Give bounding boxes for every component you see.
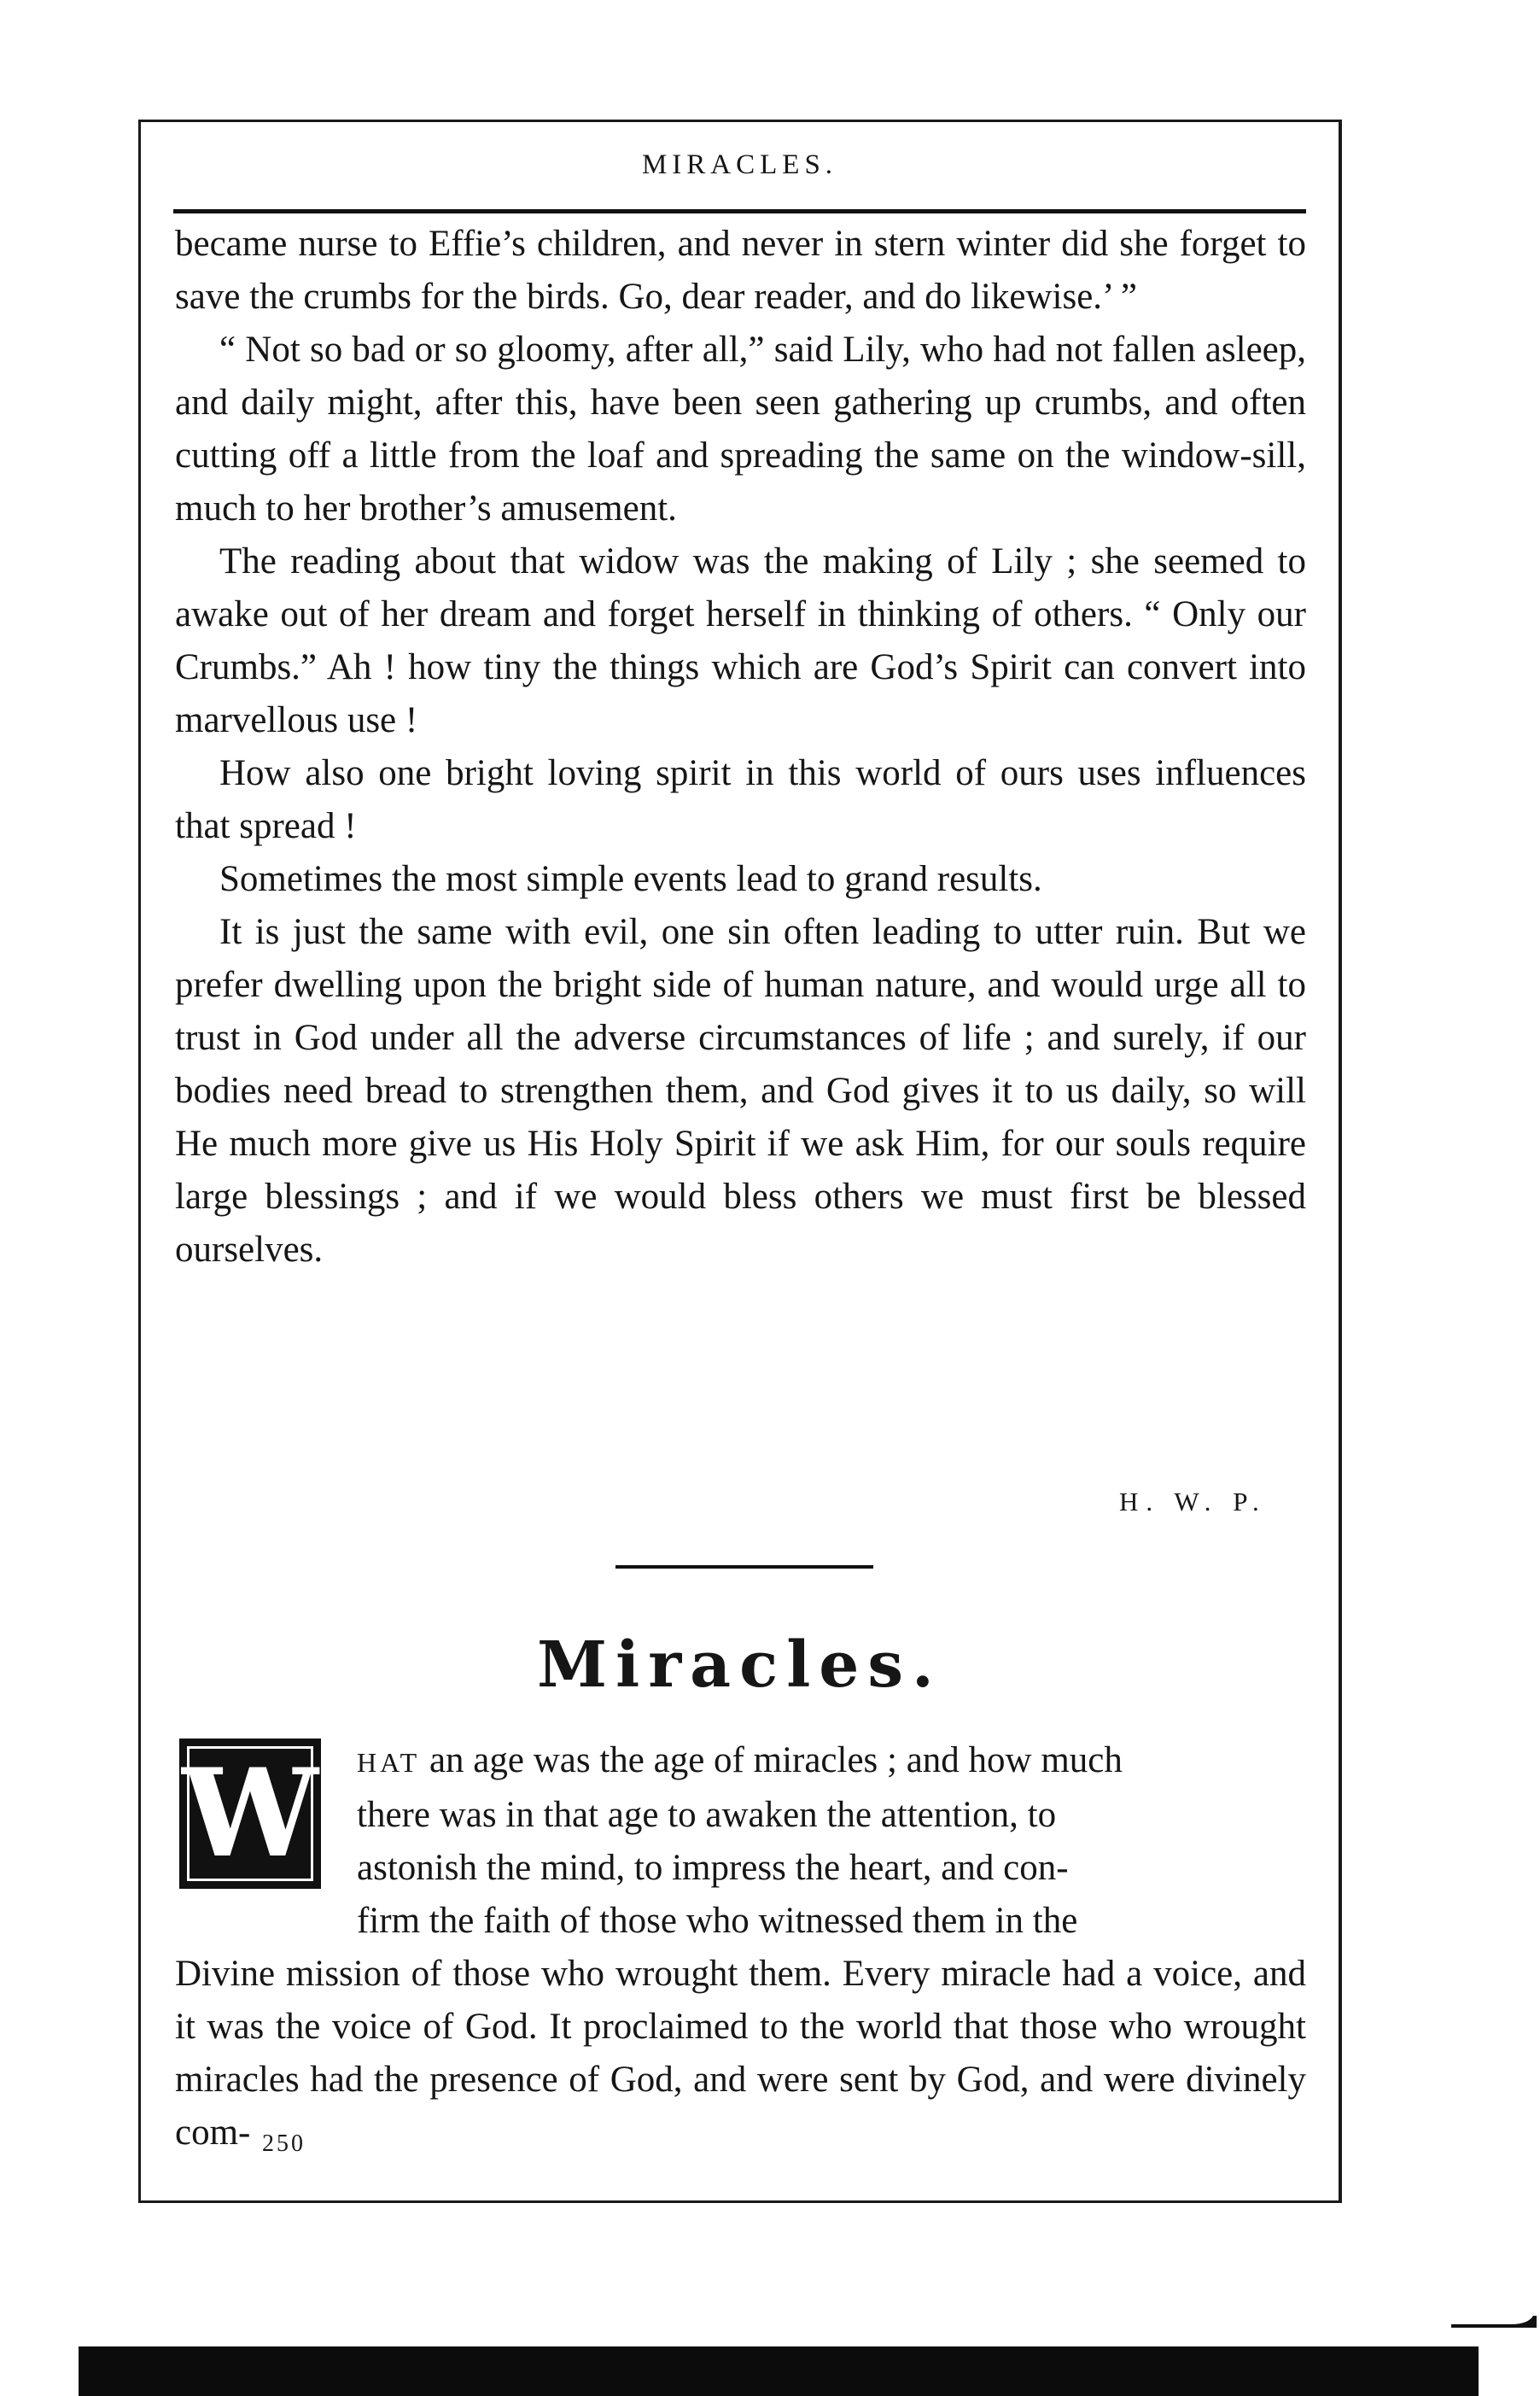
paragraph: The reading about that widow was the making of Lily ; she seemed to awake out of her dream and forget herself in thinking of others. “ Only our Crumbs.” Ah ! how tiny the things which are God’s Spirit can convert into marvellous use !: [175, 541, 1306, 740]
text-line: astonish the mind, to impress the heart, and con-: [357, 1848, 1069, 1888]
header-rule: [173, 209, 1306, 213]
small-caps-opening: HAT: [357, 1747, 421, 1778]
drop-cap: W: [179, 1739, 321, 1889]
author-initials: H. W. P.: [1119, 1487, 1267, 1516]
paragraph: Divine mission of those who wrought them. Every miracle had a voice, and it was the voice of God. It proclaimed to the world that those who wrought miracles had the presence of God, and were sent by God, and were divinely com-: [175, 1954, 1306, 2153]
section-title: Miracles.: [537, 1628, 942, 1702]
story-ending-text: [175, 218, 1306, 1277]
miracles-text: [175, 1734, 1306, 2159]
scan-edge-mark: [1451, 2314, 1540, 2331]
text-line: [357, 1734, 1306, 1789]
running-head: MIRACLES.: [641, 149, 838, 180]
paragraph: How also one bright loving spirit in this world of ours uses influences that spread !: [175, 753, 1306, 846]
paragraph: became nurse to Effie’s children, and never in stern winter did she forget to save the crumbs for the birds. Go, dear reader, and do likewise.’ ”: [175, 224, 1306, 317]
paragraph: It is just the same with evil, one sin often leading to utter ruin. But we prefer dwelling upon the bright side of human nature, and would urge all to trust in God under all the adverse circumstances of life ; and surely, if our bodies need bread to strengthen them, and God gives it to us daily, so will He much more give us His Holy Spirit if we ask Him, for our souls require large blessings ; and if we would bless others we must first be blessed ourselves.: [175, 912, 1306, 1270]
page-number: 250: [262, 2130, 306, 2157]
paragraph: “ Not so bad or so gloomy, after all,” said Lily, who had not fallen asleep, and daily might, after this, have been seen gathering up crumbs, and often cutting off a little from the loaf and spreading the same on the window-sill, much to her brother’s amusement.: [175, 330, 1306, 529]
scan-edge-bar: [79, 2346, 1479, 2396]
text-line: firm the faith of those who witnessed them in the: [357, 1901, 1078, 1941]
page-frame: [138, 120, 1342, 2203]
text-line: there was in that age to awaken the attention, to: [357, 1795, 1057, 1835]
section-divider: [615, 1565, 873, 1569]
line-text: an age was the age of miracles ; and how much: [420, 1740, 1123, 1780]
paragraph: Sometimes the most simple events lead to grand results.: [219, 859, 1042, 899]
